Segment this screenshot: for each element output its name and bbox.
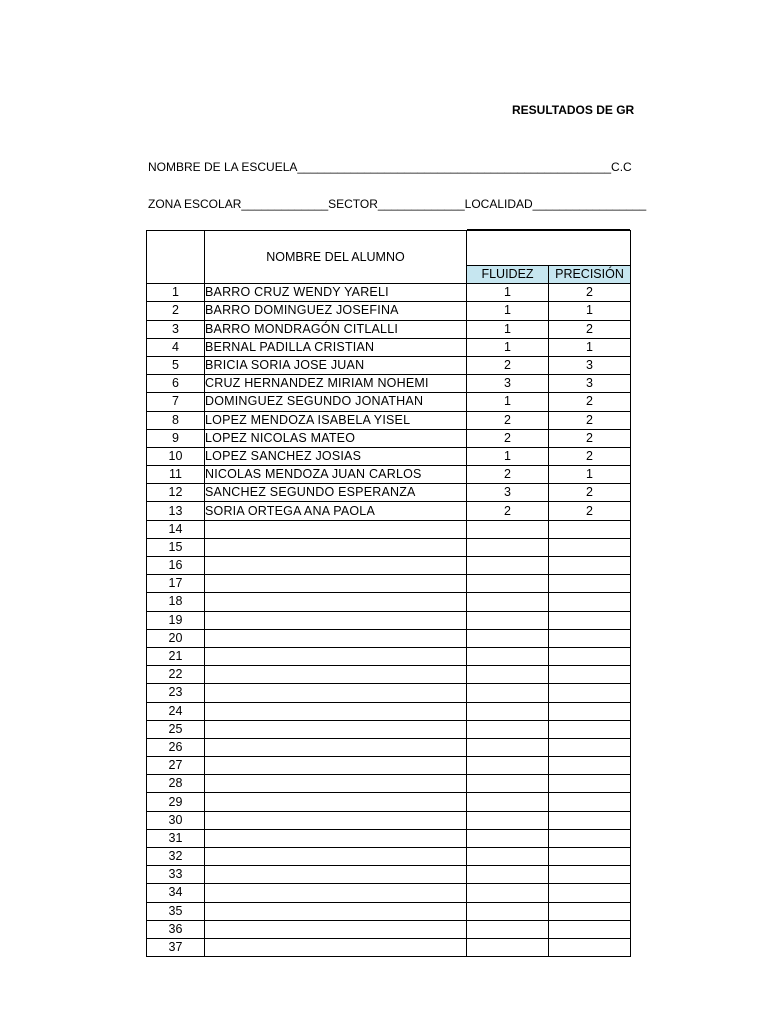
fluidez-cell: 2 xyxy=(467,411,549,429)
row-number-cell: 14 xyxy=(147,520,205,538)
fluidez-cell xyxy=(467,629,549,647)
fluidez-cell xyxy=(467,647,549,665)
row-number-cell: 37 xyxy=(147,938,205,956)
student-name-cell: CRUZ HERNANDEZ MIRIAM NOHEMI xyxy=(205,375,467,393)
student-name-cell: DOMINGUEZ SEGUNDO JONATHAN xyxy=(205,393,467,411)
row-number-cell: 12 xyxy=(147,484,205,502)
precision-cell: 1 xyxy=(549,466,631,484)
row-number-cell: 1 xyxy=(147,284,205,302)
row-number-cell: 15 xyxy=(147,538,205,556)
table-row xyxy=(147,920,631,938)
table-row xyxy=(147,356,631,374)
row-number-cell: 24 xyxy=(147,702,205,720)
fluidez-cell xyxy=(467,775,549,793)
student-name-cell: BARRO MONDRAGÓN CITLALLI xyxy=(205,320,467,338)
table-row xyxy=(147,848,631,866)
precision-cell: 1 xyxy=(549,302,631,320)
group-header-blank xyxy=(467,231,631,266)
student-name-cell xyxy=(205,611,467,629)
precision-cell xyxy=(549,575,631,593)
table-row xyxy=(147,738,631,756)
row-number-cell: 31 xyxy=(147,829,205,847)
precision-cell xyxy=(549,557,631,575)
row-number-cell: 19 xyxy=(147,611,205,629)
student-name-cell xyxy=(205,884,467,902)
table-row xyxy=(147,575,631,593)
table-row xyxy=(147,429,631,447)
table-row xyxy=(147,320,631,338)
fluidez-cell xyxy=(467,593,549,611)
precision-cell xyxy=(549,666,631,684)
precision-cell: 2 xyxy=(549,502,631,520)
table-row xyxy=(147,647,631,665)
fluidez-cell xyxy=(467,811,549,829)
table-row xyxy=(147,375,631,393)
fluidez-cell xyxy=(467,938,549,956)
row-number-cell: 35 xyxy=(147,902,205,920)
fluidez-cell: 1 xyxy=(467,338,549,356)
fluidez-cell: 3 xyxy=(467,484,549,502)
fluidez-cell: 3 xyxy=(467,375,549,393)
row-number-cell: 21 xyxy=(147,647,205,665)
table-row xyxy=(147,938,631,956)
fluidez-cell: 2 xyxy=(467,429,549,447)
precision-cell xyxy=(549,538,631,556)
row-number-cell: 8 xyxy=(147,411,205,429)
fluidez-cell xyxy=(467,666,549,684)
precision-cell xyxy=(549,702,631,720)
row-number-cell: 30 xyxy=(147,811,205,829)
fluidez-cell: 1 xyxy=(467,393,549,411)
precision-cell xyxy=(549,920,631,938)
row-number-cell: 20 xyxy=(147,629,205,647)
student-name-cell: LOPEZ NICOLAS MATEO xyxy=(205,429,467,447)
precision-cell xyxy=(549,938,631,956)
precision-cell xyxy=(549,775,631,793)
precision-cell xyxy=(549,829,631,847)
table-body xyxy=(147,284,631,957)
precision-cell: 2 xyxy=(549,484,631,502)
fluidez-cell xyxy=(467,793,549,811)
table-row xyxy=(147,338,631,356)
table-row xyxy=(147,302,631,320)
table-row xyxy=(147,466,631,484)
precision-cell: 2 xyxy=(549,429,631,447)
student-name-cell xyxy=(205,684,467,702)
precision-cell xyxy=(549,520,631,538)
student-name-header: NOMBRE DEL ALUMNO xyxy=(205,231,467,284)
student-name-cell xyxy=(205,720,467,738)
row-number-cell: 25 xyxy=(147,720,205,738)
table-row xyxy=(147,811,631,829)
precision-cell xyxy=(549,593,631,611)
precision-cell: 2 xyxy=(549,393,631,411)
row-number-cell: 4 xyxy=(147,338,205,356)
precision-cell xyxy=(549,757,631,775)
table-row xyxy=(147,557,631,575)
table-row xyxy=(147,538,631,556)
table-row xyxy=(147,593,631,611)
row-number-cell: 5 xyxy=(147,356,205,374)
fluidez-cell xyxy=(467,557,549,575)
fluidez-cell: 2 xyxy=(467,356,549,374)
fluidez-cell: 2 xyxy=(467,502,549,520)
table-row xyxy=(147,720,631,738)
row-number-cell: 17 xyxy=(147,575,205,593)
number-column-header xyxy=(147,231,205,284)
student-name-cell xyxy=(205,902,467,920)
row-number-cell: 36 xyxy=(147,920,205,938)
student-name-cell xyxy=(205,757,467,775)
student-name-cell xyxy=(205,702,467,720)
precision-cell xyxy=(549,720,631,738)
results-table xyxy=(146,230,631,957)
precision-cell: 2 xyxy=(549,411,631,429)
row-number-cell: 34 xyxy=(147,884,205,902)
fluidez-cell xyxy=(467,702,549,720)
table-row xyxy=(147,502,631,520)
student-name-cell: BRICIA SORIA JOSE JUAN xyxy=(205,356,467,374)
student-name-cell xyxy=(205,538,467,556)
fluidez-cell: 1 xyxy=(467,302,549,320)
fluidez-cell xyxy=(467,575,549,593)
student-name-cell: SANCHEZ SEGUNDO ESPERANZA xyxy=(205,484,467,502)
fluidez-header: FLUIDEZ xyxy=(467,266,549,284)
row-number-cell: 6 xyxy=(147,375,205,393)
precision-cell xyxy=(549,866,631,884)
table-row xyxy=(147,520,631,538)
table-row xyxy=(147,484,631,502)
precision-cell xyxy=(549,848,631,866)
precision-cell: 2 xyxy=(549,320,631,338)
fluidez-cell xyxy=(467,611,549,629)
student-name-cell xyxy=(205,866,467,884)
row-number-cell: 22 xyxy=(147,666,205,684)
student-name-cell xyxy=(205,775,467,793)
page-title: RESULTADOS DE GR xyxy=(512,103,635,117)
table-row xyxy=(147,393,631,411)
row-number-cell: 32 xyxy=(147,848,205,866)
table-row xyxy=(147,666,631,684)
precision-cell: 2 xyxy=(549,284,631,302)
precision-cell xyxy=(549,811,631,829)
table-row xyxy=(147,629,631,647)
table-row xyxy=(147,411,631,429)
fluidez-cell: 1 xyxy=(467,447,549,465)
row-number-cell: 27 xyxy=(147,757,205,775)
student-name-cell: BARRO CRUZ WENDY YARELI xyxy=(205,284,467,302)
row-number-cell: 9 xyxy=(147,429,205,447)
fluidez-cell xyxy=(467,866,549,884)
row-number-cell: 33 xyxy=(147,866,205,884)
student-name-cell: BARRO DOMINGUEZ JOSEFINA xyxy=(205,302,467,320)
student-name-cell: NICOLAS MENDOZA JUAN CARLOS xyxy=(205,466,467,484)
precision-cell xyxy=(549,629,631,647)
student-name-cell: BERNAL PADILLA CRISTIAN xyxy=(205,338,467,356)
precision-cell: 2 xyxy=(549,447,631,465)
school-name-line: NOMBRE DE LA ESCUELA_______________________________________________C.C xyxy=(148,160,632,174)
table-row xyxy=(147,757,631,775)
student-name-cell xyxy=(205,829,467,847)
table-row xyxy=(147,775,631,793)
table-row xyxy=(147,447,631,465)
fluidez-cell xyxy=(467,538,549,556)
student-name-cell xyxy=(205,738,467,756)
fluidez-cell: 1 xyxy=(467,284,549,302)
student-name-cell xyxy=(205,938,467,956)
precision-cell xyxy=(549,793,631,811)
table-row xyxy=(147,866,631,884)
zone-sector-locality-line: ZONA ESCOLAR_____________SECTOR_____________LOCALIDAD_________________ xyxy=(148,197,647,211)
precision-header: PRECISIÓN xyxy=(549,266,631,284)
row-number-cell: 29 xyxy=(147,793,205,811)
precision-cell xyxy=(549,611,631,629)
precision-cell: 3 xyxy=(549,375,631,393)
precision-cell xyxy=(549,647,631,665)
row-number-cell: 28 xyxy=(147,775,205,793)
student-name-cell: LOPEZ MENDOZA ISABELA YISEL xyxy=(205,411,467,429)
row-number-cell: 2 xyxy=(147,302,205,320)
precision-cell xyxy=(549,738,631,756)
student-name-cell xyxy=(205,920,467,938)
table-row xyxy=(147,611,631,629)
table-row xyxy=(147,829,631,847)
precision-cell: 1 xyxy=(549,338,631,356)
row-number-cell: 16 xyxy=(147,557,205,575)
fluidez-cell xyxy=(467,902,549,920)
fluidez-cell xyxy=(467,757,549,775)
fluidez-cell xyxy=(467,848,549,866)
fluidez-cell xyxy=(467,920,549,938)
row-number-cell: 11 xyxy=(147,466,205,484)
table-row xyxy=(147,902,631,920)
student-name-cell xyxy=(205,557,467,575)
fluidez-cell xyxy=(467,884,549,902)
student-name-cell xyxy=(205,647,467,665)
table-row xyxy=(147,884,631,902)
student-name-cell: LOPEZ SANCHEZ JOSIAS xyxy=(205,447,467,465)
row-number-cell: 18 xyxy=(147,593,205,611)
table-row xyxy=(147,702,631,720)
fluidez-cell: 2 xyxy=(467,466,549,484)
precision-cell xyxy=(549,884,631,902)
table-row xyxy=(147,793,631,811)
table-row xyxy=(147,284,631,302)
row-number-cell: 7 xyxy=(147,393,205,411)
fluidez-cell xyxy=(467,829,549,847)
row-number-cell: 3 xyxy=(147,320,205,338)
student-name-cell xyxy=(205,793,467,811)
table-row xyxy=(147,684,631,702)
fluidez-cell xyxy=(467,520,549,538)
precision-cell xyxy=(549,684,631,702)
student-name-cell: SORIA ORTEGA ANA PAOLA xyxy=(205,502,467,520)
student-name-cell xyxy=(205,848,467,866)
fluidez-cell: 1 xyxy=(467,320,549,338)
fluidez-cell xyxy=(467,684,549,702)
student-name-cell xyxy=(205,520,467,538)
student-name-cell xyxy=(205,629,467,647)
student-name-cell xyxy=(205,593,467,611)
row-number-cell: 23 xyxy=(147,684,205,702)
fluidez-cell xyxy=(467,720,549,738)
precision-cell: 3 xyxy=(549,356,631,374)
fluidez-cell xyxy=(467,738,549,756)
student-name-cell xyxy=(205,666,467,684)
student-name-cell xyxy=(205,575,467,593)
row-number-cell: 10 xyxy=(147,447,205,465)
student-name-cell xyxy=(205,811,467,829)
precision-cell xyxy=(549,902,631,920)
row-number-cell: 13 xyxy=(147,502,205,520)
row-number-cell: 26 xyxy=(147,738,205,756)
